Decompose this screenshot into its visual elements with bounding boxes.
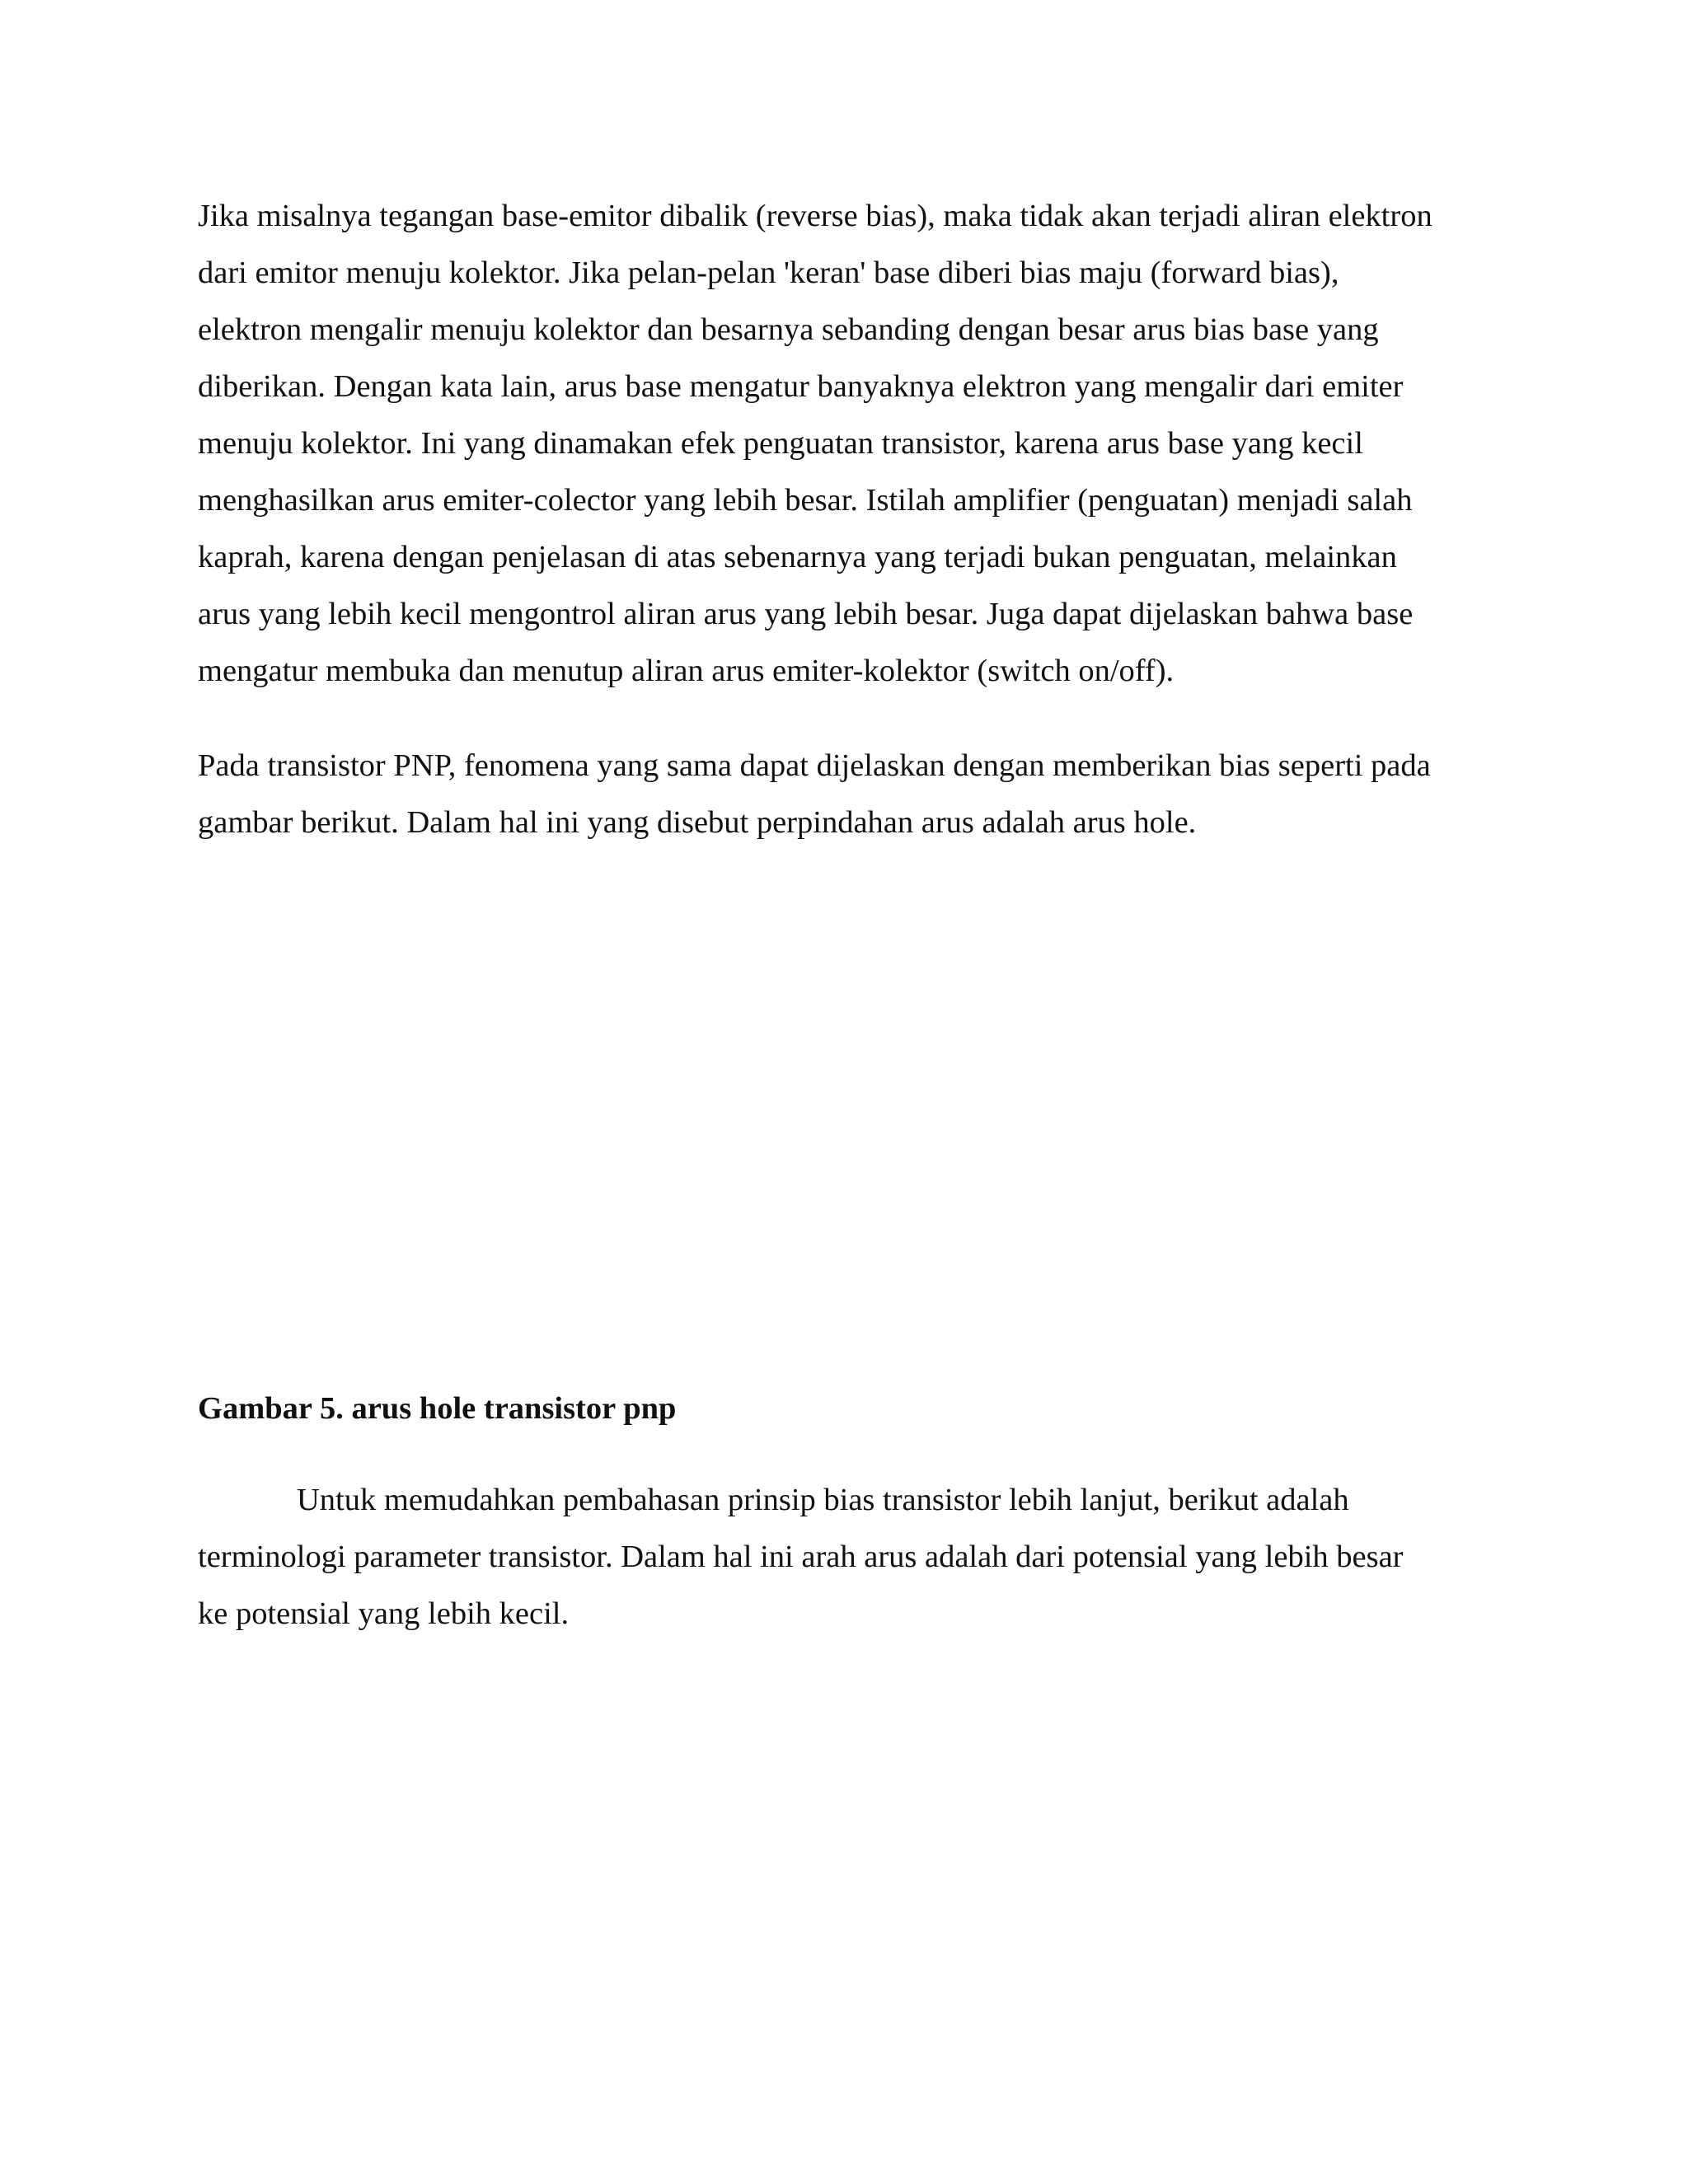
text-line: kaprah, karena dengan penjelasan di atas sebenarnya yang terjadi bukan penguatan, melainkan (198, 540, 1397, 574)
text-line: Untuk memudahkan pembahasan prinsip bias transistor lebih lanjut, berikut adalah (297, 1483, 1349, 1517)
text-line: menuju kolektor. Ini yang dinamakan efek penguatan transistor, karena arus base yang kecil (198, 426, 1363, 461)
text-line: terminologi parameter transistor. Dalam hal ini arah arus adalah dari potensial yang lebih besar (198, 1540, 1404, 1574)
figure-caption: Gambar 5. arus hole transistor pnp (198, 1391, 677, 1426)
paragraph-reverse-bias-explanation (198, 188, 1500, 700)
text-line: dari emitor menuju kolektor. Jika pelan-pelan 'keran' base diberi bias maju (forward bias), (198, 255, 1339, 290)
text-line: menghasilkan arus emiter-colector yang lebih besar. Istilah amplifier (penguatan) menjadi salah (198, 483, 1413, 518)
paragraph-transistor-terminology (198, 1472, 1500, 1643)
text-line: mengatur membuka dan menutup aliran arus emiter-kolektor (switch on/off). (198, 654, 1175, 688)
paragraph-pnp-transistor (198, 738, 1500, 851)
text-line: ke potensial yang lebih kecil. (198, 1596, 570, 1631)
text-line: elektron mengalir menuju kolektor dan besarnya sebanding dengan besar arus bias base yang (198, 312, 1379, 347)
text-line: gambar berikut. Dalam hal ini yang disebut perpindahan arus adalah arus hole. (198, 805, 1197, 840)
text-line: Jika misalnya tegangan base-emitor dibalik (reverse bias), maka tidak akan terjadi aliran elektron (198, 199, 1432, 233)
text-line: Pada transistor PNP, fenomena yang sama dapat dijelaskan dengan memberikan bias seperti pada (198, 748, 1431, 783)
text-line: arus yang lebih kecil mengontrol aliran arus yang lebih besar. Juga dapat dijelaskan bahwa base (198, 597, 1414, 631)
text-line: diberikan. Dengan kata lain, arus base mengatur banyaknya elektron yang mengalir dari emiter (198, 369, 1404, 404)
figure-placeholder (198, 857, 1500, 1352)
